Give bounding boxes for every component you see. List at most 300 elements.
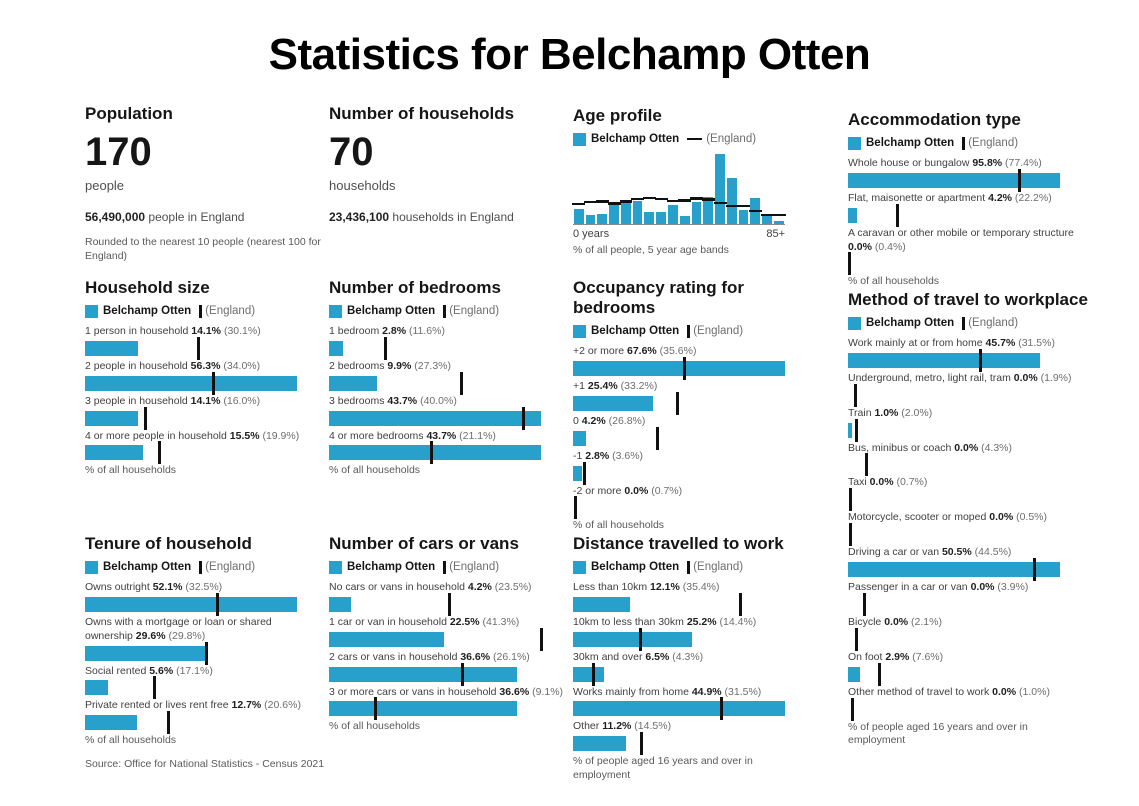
- england-tick-marker: [374, 697, 377, 720]
- chart-item: [573, 686, 813, 717]
- section-tenure: [85, 534, 325, 748]
- legend: [85, 560, 325, 574]
- chart-item: [848, 511, 1088, 542]
- age-bar: [574, 209, 584, 224]
- england-tick-marker: [205, 642, 208, 665]
- age-bar: [668, 205, 678, 224]
- category-label: [85, 581, 321, 595]
- local-bar: [573, 396, 653, 411]
- england-value: (4.3%): [978, 441, 1012, 454]
- bar-row: [329, 701, 541, 716]
- england-tick-marker: [640, 732, 643, 755]
- chart-item: [848, 686, 1088, 717]
- england-tick-marker: [167, 711, 170, 734]
- legend-england-tick-icon: [687, 561, 690, 574]
- bar-row: [85, 445, 297, 460]
- england-tick-marker: [865, 453, 868, 476]
- section-cars: [329, 534, 569, 734]
- category-label-text: 4 or more people in household: [85, 429, 230, 442]
- bar-row: [848, 423, 1060, 438]
- age-bar: [727, 178, 737, 224]
- age-axis-left-label: 0 years: [573, 228, 610, 241]
- chart-item: [85, 395, 325, 426]
- category-label: [85, 665, 321, 679]
- legend-local-label: Belchamp Otten: [347, 305, 436, 318]
- age-bar: [586, 215, 596, 224]
- bar-row: [329, 376, 541, 391]
- england-value: (2.1%): [908, 615, 942, 628]
- england-value: (0.4%): [871, 240, 906, 253]
- population-title: Population: [85, 104, 173, 123]
- category-label: [848, 546, 1084, 560]
- households-unit: households: [329, 178, 396, 193]
- local-value: 2.8%: [585, 449, 610, 462]
- england-tick-marker: [896, 204, 899, 227]
- bar-row: [329, 341, 541, 356]
- chart-item: [573, 616, 813, 647]
- category-label: [848, 372, 1084, 386]
- england-tick-marker: [592, 663, 595, 686]
- bar-row: [85, 715, 297, 730]
- section-caption: % of all households: [329, 464, 421, 477]
- category-label: [573, 380, 809, 394]
- england-tick-marker: [540, 628, 543, 651]
- england-value: (31.5%): [1015, 337, 1055, 350]
- category-label-text: Other method of travel to work: [848, 685, 993, 698]
- legend-local-label: Belchamp Otten: [103, 561, 192, 574]
- category-label: [85, 616, 321, 644]
- category-label: [848, 337, 1084, 351]
- legend-local-swatch-icon: [329, 561, 342, 574]
- chart-item: [85, 360, 325, 391]
- bar-row: [329, 632, 541, 647]
- local-value: 4.2%: [988, 191, 1013, 204]
- england-tick-marker: [574, 496, 577, 519]
- category-label: [329, 686, 565, 700]
- legend-local-swatch-icon: [85, 305, 98, 318]
- category-label-text: 4 or more bedrooms: [329, 429, 427, 442]
- category-label: [848, 511, 1084, 525]
- england-tick-marker: [855, 628, 858, 651]
- category-label-text: Social rented: [85, 664, 150, 677]
- local-bar: [573, 632, 692, 647]
- households-card: [329, 104, 569, 235]
- local-value: 45.7%: [985, 337, 1016, 350]
- england-value: (35.6%): [656, 345, 697, 358]
- category-label: [848, 407, 1084, 421]
- local-bar: [573, 466, 582, 481]
- section-caption: % of all households: [848, 275, 940, 288]
- chart-item: [848, 407, 1088, 438]
- england-tick-marker: [461, 663, 464, 686]
- category-label-text: -1: [573, 449, 586, 462]
- legend-england-tick-icon: [199, 561, 202, 574]
- category-label: [329, 430, 565, 444]
- local-value: 1.0%: [874, 406, 899, 419]
- local-value: 15.5%: [229, 429, 260, 442]
- local-bar: [85, 715, 137, 730]
- chart-item: [848, 546, 1088, 577]
- legend-local-swatch-icon: [573, 325, 586, 338]
- chart-item: [573, 581, 813, 612]
- category-label-text: 3 people in household: [85, 394, 191, 407]
- section-caption: % of all people, 5 year age bands: [573, 244, 729, 257]
- local-value: 0.0%: [992, 685, 1017, 698]
- category-label-text: 30km and over: [573, 650, 646, 663]
- bar-row: [573, 632, 785, 647]
- category-label-text: Private rented or lives rent free: [85, 699, 232, 712]
- section-bedrooms: [329, 278, 569, 478]
- local-bar: [848, 173, 1060, 188]
- category-label-text: Driving a car or van: [848, 546, 942, 559]
- chart-item: [848, 651, 1088, 682]
- local-value: 67.6%: [626, 345, 657, 358]
- population-england-line: [85, 210, 325, 224]
- section-accommodation: [848, 110, 1088, 289]
- england-tick-marker: [849, 488, 852, 511]
- local-value: 43.7%: [426, 429, 457, 442]
- legend-local-swatch-icon: [573, 133, 586, 146]
- england-tick-marker: [849, 523, 852, 546]
- england-value: (23.5%): [491, 581, 532, 594]
- legend-local-swatch-icon: [85, 561, 98, 574]
- category-label-text: On foot: [848, 650, 886, 663]
- section-title: Method of travel to workplace: [848, 290, 1088, 309]
- category-label-text: +2 or more: [573, 345, 627, 358]
- local-value: 4.2%: [467, 581, 492, 594]
- england-dash-marker: [749, 210, 762, 213]
- legend-england-label: (England): [693, 561, 744, 574]
- england-value: (21.1%): [456, 429, 496, 442]
- england-value: (35.4%): [679, 581, 720, 594]
- local-value: 25.4%: [587, 379, 618, 392]
- chart-item: [329, 686, 569, 717]
- chart-item: [85, 581, 325, 612]
- section-title: Accommodation type: [848, 110, 1021, 129]
- bar-row: [848, 632, 1060, 647]
- legend-local-swatch-icon: [329, 305, 342, 318]
- local-bar: [573, 701, 785, 716]
- local-value: 43.7%: [387, 394, 418, 407]
- local-value: 0.0%: [884, 615, 909, 628]
- households-title: Number of households: [329, 104, 515, 123]
- england-value: (29.8%): [165, 629, 206, 642]
- category-label: [848, 227, 1084, 255]
- england-value: (19.9%): [259, 429, 300, 442]
- category-label: [85, 395, 321, 409]
- category-label: [573, 581, 809, 595]
- england-value: (3.9%): [994, 581, 1029, 594]
- local-bar: [573, 361, 785, 376]
- legend-england-dash-icon: [687, 138, 702, 141]
- legend-england-tick-icon: [443, 561, 446, 574]
- category-label-text: 2 bedrooms: [329, 359, 388, 372]
- chart-item: [573, 450, 813, 481]
- category-label: [329, 395, 565, 409]
- legend-local-swatch-icon: [848, 317, 861, 330]
- chart-item: [85, 699, 325, 730]
- section-title: Household size: [85, 278, 210, 297]
- local-value: 12.7%: [231, 699, 262, 712]
- legend-local-label: Belchamp Otten: [866, 317, 955, 330]
- category-label-text: 1 car or van in household: [329, 615, 450, 628]
- england-tick-marker: [683, 357, 686, 380]
- england-tick-marker: [863, 593, 866, 616]
- local-bar: [329, 632, 444, 647]
- local-bar: [329, 376, 377, 391]
- england-tick-marker: [153, 676, 156, 699]
- legend-england-label: (England): [693, 325, 744, 338]
- legend-local-swatch-icon: [573, 561, 586, 574]
- households-england-line: [329, 210, 569, 224]
- local-bar: [329, 667, 517, 682]
- england-tick-marker: [384, 337, 387, 360]
- category-label-text: 0: [573, 414, 582, 427]
- category-label-text: Owns outright: [85, 581, 153, 594]
- bar-row: [85, 597, 297, 612]
- england-value: (33.2%): [617, 379, 658, 392]
- england-value: (0.7%): [648, 484, 683, 497]
- category-label: [85, 699, 321, 713]
- category-label: [573, 485, 809, 499]
- england-value: (32.5%): [182, 581, 223, 594]
- england-value: (9.1%): [529, 685, 564, 698]
- category-label: [848, 581, 1084, 595]
- england-tick-marker: [851, 698, 854, 721]
- legend: [848, 136, 1088, 150]
- category-label-text: Train: [848, 406, 875, 419]
- england-tick-marker: [878, 663, 881, 686]
- local-bar: [329, 341, 343, 356]
- chart-item: [329, 325, 569, 356]
- bar-row: [329, 445, 541, 460]
- england-value: (0.7%): [893, 476, 928, 489]
- category-label-text: -2 or more: [573, 484, 625, 497]
- local-value: 22.5%: [449, 615, 480, 628]
- category-label: [573, 686, 809, 700]
- section-title: Number of cars or vans: [329, 534, 519, 553]
- bar-row: [573, 667, 785, 682]
- category-label: [573, 720, 809, 734]
- england-value: (17.1%): [173, 664, 213, 677]
- category-label-text: Work mainly at or from home: [848, 337, 986, 350]
- england-tick-marker: [848, 252, 851, 275]
- local-value: 36.6%: [499, 685, 530, 698]
- england-value: (31.5%): [721, 685, 762, 698]
- england-value: (4.3%): [669, 650, 704, 663]
- local-value: 2.8%: [382, 325, 407, 338]
- england-value: (0.5%): [1013, 511, 1048, 524]
- legend-england-label: (England): [205, 305, 256, 318]
- england-tick-marker: [448, 593, 451, 616]
- legend-england-tick-icon: [962, 137, 965, 150]
- legend-england-label: (England): [205, 561, 256, 574]
- category-label-text: Bicycle: [848, 615, 885, 628]
- age-bar: [621, 203, 631, 224]
- age-bar: [609, 202, 619, 224]
- england-tick-marker: [639, 628, 642, 651]
- category-label: [848, 686, 1084, 700]
- legend-local-label: Belchamp Otten: [591, 133, 680, 146]
- england-tick-marker: [739, 593, 742, 616]
- legend-england-tick-icon: [443, 305, 446, 318]
- age-bar: [680, 216, 690, 224]
- england-tick-marker: [216, 593, 219, 616]
- population-unit: people: [85, 178, 125, 193]
- bar-row: [573, 396, 785, 411]
- england-tick-marker: [1033, 558, 1036, 581]
- england-tick-marker: [1018, 169, 1021, 192]
- households-england-value: 23,436,100: [329, 210, 390, 224]
- england-dash-marker: [773, 214, 786, 217]
- england-tick-marker: [854, 384, 857, 407]
- legend: [85, 304, 325, 318]
- category-label: [329, 651, 565, 665]
- local-value: 0.0%: [624, 484, 649, 497]
- bar-row: [848, 457, 1060, 472]
- chart-item: [329, 651, 569, 682]
- bar-row: [848, 388, 1060, 403]
- local-bar: [573, 736, 626, 751]
- england-value: (14.4%): [716, 615, 757, 628]
- category-label-text: Bus, minibus or coach: [848, 441, 955, 454]
- local-bar: [848, 423, 852, 438]
- bar-row: [848, 702, 1060, 717]
- bar-row: [573, 361, 785, 376]
- chart-item: [573, 720, 813, 751]
- category-label: [85, 360, 321, 374]
- england-value: (26.8%): [605, 414, 646, 427]
- england-value: (27.3%): [411, 359, 451, 372]
- category-label-text: Less than 10km: [573, 581, 651, 594]
- section-household_size: [85, 278, 325, 478]
- bar-row: [573, 500, 785, 515]
- category-label: [848, 476, 1084, 490]
- england-tick-marker: [522, 407, 525, 430]
- age-bar: [774, 221, 784, 224]
- chart-item: [329, 616, 569, 647]
- local-value: 56.3%: [190, 359, 221, 372]
- category-label: [848, 651, 1084, 665]
- category-label: [85, 325, 321, 339]
- local-bar: [573, 431, 586, 446]
- england-tick-marker: [430, 441, 433, 464]
- legend-local-swatch-icon: [848, 137, 861, 150]
- legend-england-label: (England): [968, 137, 1019, 150]
- section-title: Tenure of household: [85, 534, 252, 553]
- category-label-text: 3 or more cars or vans in household: [329, 685, 500, 698]
- local-bar: [573, 597, 630, 612]
- category-label: [848, 442, 1084, 456]
- england-value: (44.5%): [971, 546, 1012, 559]
- category-label-text: 10km to less than 30km: [573, 615, 687, 628]
- bar-row: [85, 680, 297, 695]
- category-label: [329, 360, 565, 374]
- chart-item: [573, 651, 813, 682]
- local-bar: [85, 376, 297, 391]
- category-label: [848, 192, 1084, 206]
- england-value: (77.4%): [1002, 157, 1042, 170]
- chart-item: [848, 337, 1088, 368]
- population-value: 170: [85, 130, 152, 174]
- legend: [329, 304, 569, 318]
- local-value: 9.9%: [387, 359, 412, 372]
- bar-row: [573, 466, 785, 481]
- legend-england-label: (England): [449, 305, 500, 318]
- bar-row: [848, 597, 1060, 612]
- age-bar: [656, 212, 666, 224]
- local-value: 5.6%: [149, 664, 174, 677]
- england-tick-marker: [212, 372, 215, 395]
- bar-row: [848, 527, 1060, 542]
- population-england-suffix: people in England: [145, 210, 245, 224]
- chart-item: [848, 227, 1088, 272]
- local-value: 14.1%: [191, 325, 222, 338]
- chart-item: [329, 395, 569, 426]
- local-bar: [848, 208, 857, 223]
- england-dash-marker: [620, 200, 633, 203]
- local-bar: [329, 701, 517, 716]
- bar-row: [85, 411, 297, 426]
- section-distance: [573, 534, 813, 783]
- local-value: 11.2%: [602, 720, 632, 733]
- chart-item: [329, 360, 569, 391]
- local-value: 95.8%: [972, 157, 1003, 170]
- category-label-text: Motorcycle, scooter or moped: [848, 511, 990, 524]
- local-bar: [848, 667, 860, 682]
- england-tick-marker: [720, 697, 723, 720]
- england-value: (20.6%): [261, 699, 301, 712]
- england-tick-marker: [197, 337, 200, 360]
- category-label-text: 1 person in household: [85, 325, 192, 338]
- england-value: (41.3%): [479, 615, 520, 628]
- legend-england-tick-icon: [687, 325, 690, 338]
- age-bar: [739, 210, 749, 224]
- england-value: (2.0%): [898, 406, 933, 419]
- age-axis-right-label: 85+: [766, 228, 785, 241]
- england-value: (3.6%): [609, 449, 644, 462]
- legend-local-label: Belchamp Otten: [591, 325, 680, 338]
- age-bar: [597, 214, 607, 224]
- bar-row: [848, 667, 1060, 682]
- category-label: [573, 651, 809, 665]
- category-label-text: Owns with a mortgage or loan or shared ownership: [85, 615, 272, 642]
- bar-row: [85, 341, 297, 356]
- legend-local-label: Belchamp Otten: [591, 561, 680, 574]
- category-label: [848, 157, 1084, 171]
- age-bar: [644, 212, 654, 224]
- local-value: 6.5%: [645, 650, 670, 663]
- local-value: 0.0%: [848, 240, 872, 253]
- england-value: (1.9%): [1037, 371, 1072, 384]
- local-value: 25.2%: [686, 615, 717, 628]
- legend-local-label: Belchamp Otten: [347, 561, 436, 574]
- population-england-value: 56,490,000: [85, 210, 146, 224]
- local-value: 52.1%: [152, 581, 183, 594]
- category-label-text: No cars or vans in household: [329, 581, 468, 594]
- local-value: 0.0%: [1013, 371, 1038, 384]
- chart-item: [848, 442, 1088, 473]
- chart-item: [573, 380, 813, 411]
- local-bar: [85, 646, 205, 661]
- chart-item: [85, 430, 325, 461]
- local-bar: [329, 445, 541, 460]
- chart-item: [329, 581, 569, 612]
- legend: [573, 560, 813, 574]
- england-tick-marker: [855, 419, 858, 442]
- category-label-text: Works mainly from home: [573, 685, 692, 698]
- age-bar: [703, 197, 713, 224]
